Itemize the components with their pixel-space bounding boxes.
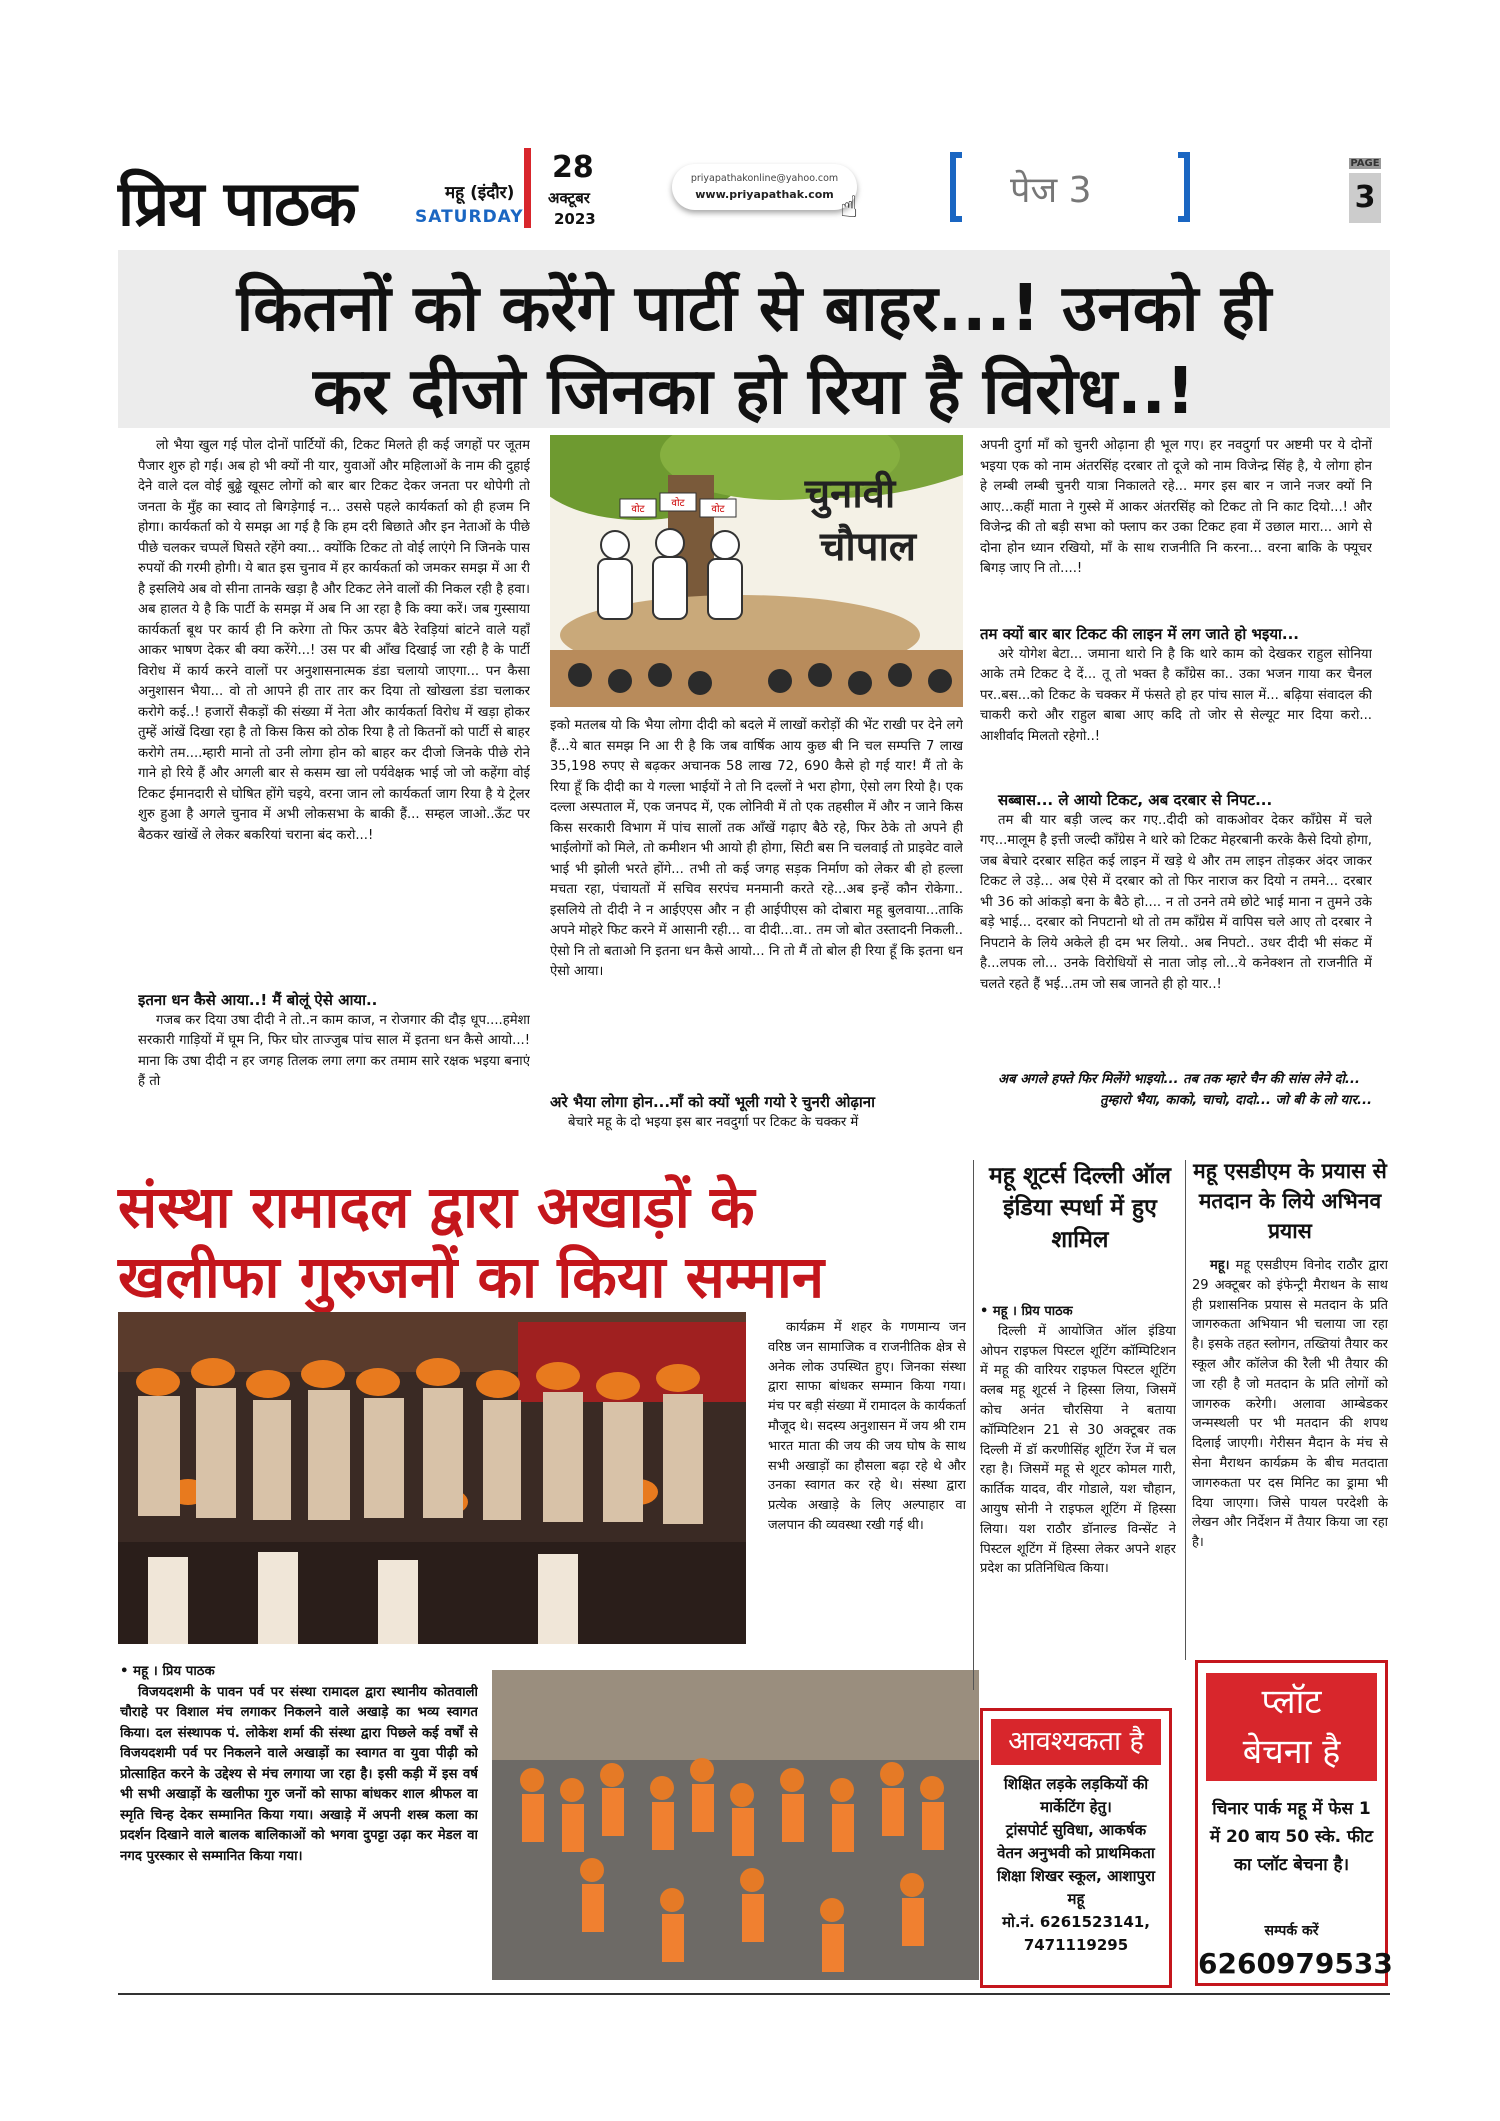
article1-column-1-lower (138, 988, 530, 1138)
edition-location: महू (इंदौर) (445, 183, 515, 203)
plot-ad-title-line-1: प्लॉट (1261, 1682, 1322, 1722)
contact-pill[interactable] (672, 164, 857, 210)
article1-col2-para2: बेचारे महू के दो भइया इस बार नवदुर्गा पर टिकट के चक्कर में (568, 1114, 859, 1130)
article1-col3-para1: अपनी दुर्गा माँ को चुनरी ओढ़ाना ही भूल गए। हर नवदुर्गा पर अष्टमी पर ये दोनों भइया एक को नाम अंतरसिंह दरबार तो दूजे को नाम विजेन्द्र सिंह है, ये लोगा होन हे लम्बी लम्बी चुनरी यात्रा निकालते रहे... मगर इस बार न जाने नजर क्यों नि आए...कहीं माता ने गुस्से में आकर अंतरसिंह को टिकट तो नि काट दियो...! और विजेन्द्र की तो बड़ी सभा को फ्लाप कर उका टिकट हवा में उछाल मारा... आगे से दोना होन ध्यान रखियो, माँ के साथ राजनीति नि करना... वरना बाकि के फ्यूचर बिगड़ जाए नि तो....! (980, 438, 1372, 576)
article4-body: महू एसडीएम विनोद राठौर द्वारा 29 अक्टूबर को इंफेन्ट्री मैराथन के साथ ही प्रशासनिक प्रयास से मतदान के प्रति जागरुकता अभियान भी चलाया जा रहा है। इसके तहत स्लोगन, तख्तियां तैयार कर स्कूल और कॉलेज की रैली भी तैयार की जा रही है जो मतदान के प्रति लोगों को जागरुक करेगी। अलावा आम्बेडकर जन्मस्थली पर भी मतदान की शपथ दिलाई जाएगी। गेरीसन मैदान के मंच से सेना मैराथन कार्यक्रम के बीच मतदाता जागरुकता पर दस मिनिट का ड्रामा भी दिया जाएगा। जिसे पायल परदेशी के लेखन और निर्देशन में तैयार किया जा रहा है। (1192, 1258, 1388, 1551)
article2-body-column (120, 1662, 478, 1992)
article4-headline: महू एसडीएम के प्रयास से मतदान के लिये अभिनव प्रयास (1193, 1159, 1387, 1243)
cartoon-sign-3: वोट (711, 504, 725, 515)
article1-column-3 (980, 436, 1372, 622)
article1-closing (980, 1070, 1372, 1140)
article2-photo-stage (118, 1312, 746, 1644)
pointing-hand-icon: ☝ (840, 190, 859, 225)
job-ad-title: आवश्यकता है (991, 1719, 1161, 1765)
article2-headline-line-2: खलीफा गुरुजनों का किया सम्मान (118, 1243, 825, 1311)
article3-headline: महू शूटर्स दिल्ली ऑल इंडिया स्पर्धा में हुए शामिल (989, 1163, 1171, 1253)
article1-col3-subhead-1: तम क्यों बार बार टिकट की लाइन में लग जाते हो भइया... (980, 625, 1300, 643)
article1-column-3-mid (980, 622, 1372, 786)
left-bracket (950, 152, 962, 222)
article4-dateline: महू। (1210, 1258, 1230, 1273)
article1-column-2-lower (550, 1090, 963, 1138)
page-number: 3 (1349, 173, 1381, 223)
article2-side-text: कार्यक्रम में शहर के गणमान्य जन वरिष्ठ जन सामाजिक व राजनीतिक क्षेत्र से अनेक लोक उपस्थित हुए। जिनका संस्था द्वारा साफा बांधकर सम्मान किया गया। मंच पर बड़ी संख्या में रामादल के कार्यकर्ता मौजूद थे। सदस्य अनुशासन में जय श्री राम भारत माता की जय की जय घोष के साथ सभी अखाड़ों का हौसला बढ़ा रहे थे और उनका स्वागत कर रहे थे। संस्था द्वारा प्रत्येक अखाड़े के लिए अल्पाहार वा जलपान की व्यवस्था रखी गई थी। (768, 1320, 966, 1533)
headline-line-2: कर दीजो जिनका हो रिया है विरोध..! (312, 355, 1196, 429)
article1-col1-para1: लो भैया खुल गई पोल दोनों पार्टियों की, टिकट मिलते ही कई जगहों पर जूतम पैजार शुरु हो गई। अब हो भी क्यों नी यार, युवाओं और महिलाओं के नाम की दुहाई देने वाले दल वोई बुढ्ढे खूसट लोगों को बार बार टिकट देकर जनता पर थोपेगी तो जनता के मुँह का स्वाद तो बिगड़ेगाई न... उससे पहले कार्यकर्ता को ही हजम नि होगा। कार्यकर्ता को ये समझ आ गई है कि हम दरी बिछाते और इन नेताओं के पीछे पीछे चलकर चप्पलें घिसते रहेंगे क्या... क्योंकि टिकट तो वोई लाएंगे नि जिनके पास रुपयों की गरमी होगी। ये बात इस चुनाव में हर कार्यकर्ता को जमकर समझ में आ री है इसलिये अब वो सीना तानके खड़ा है और टिकट लेने वालों की निकल रही है हवा। अब हालत ये है कि पार्टी के समझ में अब नि आ रहा है कि क्या करें। जब गुस्साया कार्यकर्ता बूथ पर कार्य ही नि करेगा तो फिर ऊपर बैठे रेवड़ियां बांटने वाले यहाँ आकर भाषण देकर बी क्या करेंगे...! उस पर बी आँख दिखाई जा रही है के पार्टी विरोध में कार्य करने वालों पर अनुशासनात्मक डंडा चलायो जाएगा... पन कैसा अनुशासन भैया... वो तो आपने ही तार तार कर दिया तो खोखला डंडा चलाकर करोगे कई..! हजारों सैकड़ों की संख्या में नेता और कार्यकर्ता विरोध में खड़ा होकर तुम्हें आंखें दिखा रहा है तो किस किस को ठोक रिया है तो कितनों को पार्टी से बाहर करोगे तम....म्हारी मानो तो उनी लोगा होन को बाहर कर दीजो जिनके पीछे रोने गाने हो रिये हैं और अगली बार से कसम खा लो पर्यवेक्षक भाई जो जो कहेंगा वोई टिकट ईमानदारी से घोषित होंगे चइये, वरना जान लो कार्यकर्ता जाग रिया है ये ट्रेलर शुरु हुआ है अगले चुनाव में अभी लोकसभा के बाकी हैं... सम्हल जाओ..ऊँट पर बैठकर खांखें ले लेकर बकरियां चराना बंद करो...! (138, 438, 530, 843)
plot-ad-title-line-2: बेचना है (1242, 1732, 1341, 1772)
article1-closing-line-1: अब अगले हफ्ते फिर मिलेंगे भाइयो... तब तक म्हारे चैन की सांस लेने दो... (998, 1072, 1360, 1087)
contact-email[interactable]: priyapathakonline@yahoo.com (690, 173, 839, 184)
cartoon-sign-2: वोट (671, 498, 685, 509)
plot-ad-contact-label: सम्पर्क करें (1264, 1923, 1319, 1939)
edition-day: SATURDAY (415, 207, 524, 227)
article1-column-3-lower (980, 788, 1372, 1070)
article1-column-1 (138, 436, 530, 986)
right-bracket (1178, 152, 1190, 222)
page-tag: PAGE (1350, 158, 1380, 169)
newspaper-logo: प्रिय पाठक (118, 167, 356, 240)
job-ad-body (991, 1773, 1161, 1957)
date-year: 2023 (554, 210, 596, 228)
article1-col2-para1: इको मतलब यो कि भैया लोगा दीदी को बदले में लाखों करोड़ों की भेंट राखी पर देने लगे हैं...ये बात समझ नि आ री है कि जब वार्षिक आय कुछ बी नि चल सम्पत्ति 7 लाख 35,198 रुपए से बढ़कर अचानक 58 लाख 72, 690 कैसे हो गई यार! मैं तो के रिया हूँ कि दीदी का ये गल्ला भाईयों ने तो नि दल्लों ने भरा होगा, ऐसो लग रियो है। एक दल्ला अस्पताल में, एक जनपद में, एक लोनिवी में तो एक तहसील में और न जाने किस किस सरकारी विभाग में पांच सालों तक आँखें गढ़ाए बैठे रहे, फिर ठेके तो अपने ही भाईलोगों को मिले, तो कमीशन भी आयो ही होगा, सिटी बस नि चलवाई तो प्राइवेट वाले भाई भी झोली भरते होंगे... तभी तो कई जगह सड़क निर्माण को लेकर बी हो हल्ला मचता रहा, पंचायतों में सचिव सरपंच मनमानी करते रहे...अब इन्हें कौन रोकेगा.. इसलिये तो दीदी ने न आईएएस और न ही आईपीएस को दोबारा महू बुलवाया...ताकि अपने मोहरे फिट करने में आसानी रही... वा दीदी...वा.. तम जो बोत उस्तादनी निकली.. ऐसो नि तो बताओ नि इतना धन कैसे आयो... नि तो मैं तो बोल ही रिया हूँ कि इतना धन ऐसो आया। (550, 718, 963, 979)
job-ad-box (980, 1708, 1172, 1988)
akhada-photo-drawing (492, 1670, 979, 1980)
article3-column (980, 1300, 1176, 1692)
article1-closing-line-2: तुम्हारो भैया, काको, चाचो, दादो... जो बी के लो यार... (1099, 1092, 1372, 1108)
plot-ad-box (1195, 1660, 1393, 1986)
article1-col3-para3: तम बी यार बड़ी जल्द कर गए..दीदी को वाकओवर देकर कॉंग्रेस में चले गए...मालूम है इत्ती जल्दी कॉंग्रेस ने थारे को टिकट मेहरबानी करके कैसे दियो होगा, जब बेचारे दरबार सहित कई लाइन में खड़े थे और तम लाइन तोड़कर अंदर जाकर टिकट ले उड़े... अब ऐसे में दरबार को तो फिर नाराज कर दियो न तमने... दरबार भी 36 को आंकड़ो बना के बैठे हो.... न तो उनने तमे छोटे भाई माना न तुमने उके बड़े भाई... दरबार को निपटानो थो तो तम कॉंग्रेस में वापिस चले आए तो दरबार ने निपटाने के लिये अकेले ही दम भर लियो.. अब निपटो.. उधर दीदी भी संकट में है...लपक लो... उनके विरोधियों से नाता जोड़ लो...ये कनेक्शन तो राजनीति में चलते रहते हैं भई...तम जो सब जानते ही हो यार..! (980, 812, 1372, 992)
article3-byline: • महू । प्रिय पाठक (980, 1304, 1073, 1319)
article1-col2-subhead: अरे भैया लोगा होन...माँ को क्यों भूली गयो रे चुनरी ओढ़ाना (550, 1093, 875, 1111)
date-month: अक्टूबर (548, 189, 590, 207)
job-ad-line-3: शिक्षा शिखर स्कूल, आशापुरा महू (996, 1867, 1156, 1908)
article3-body: दिल्ली में आयोजित ऑल इंडिया ओपन राइफल पिस्टल शूटिंग कॉम्पिटिशन में महू की वारियर राइफल पिस्टल शूटिंग क्लब महू शूटर्स ने हिस्सा लिया, जिसमें कोच अनंत चौरसिया ने बताया कॉम्पिटिशन 21 से 30 अक्टूबर तक दिल्ली में डॉ करणीसिंह शूटिंग रेंज में चल रहा है। जिसमें महू से शूटर कोमल गारी, कार्तिक यादव, वीर गोडाले, यश चौहान, आयुष सोनी ने राइफल शूटिंग में हिस्सा लिया। यश राठौर डॉनाल्ड विन्सेंट ने पिस्टल शूटिंग में हिस्सा लेकर अपने शहर प्रदेश का प्रतिनिधित्व किया। (980, 1323, 1176, 1577)
date-day: 28 (552, 150, 594, 185)
column-divider (1185, 1160, 1186, 1660)
article1-col1-subhead: इतना धन कैसे आया..! मैं बोलूं ऐसे आया.. (138, 991, 378, 1009)
cartoon-title-1: चुनावी (804, 471, 896, 517)
job-ad-line-1: शिक्षित लड़के लड़कियों की मार्केटिंग हेतु। (1003, 1775, 1149, 1816)
article4-column (1192, 1256, 1388, 1648)
cartoon-drawing (550, 435, 963, 707)
article1-column-2 (550, 716, 963, 1108)
headline-line-1: कितनों को करेंगे पार्टी से बाहर...! उनको ही (236, 272, 1272, 346)
job-ad-phone-1: मो.नं. 6261523141, (1002, 1913, 1150, 1931)
stage-photo-drawing (118, 1312, 746, 1644)
article2-byline: • महू । प्रिय पाठक (120, 1664, 215, 1679)
job-ad-line-2: ट्रांसपोर्ट सुविधा, आकर्षक वेतन अनुभवी को प्राथमिकता (997, 1821, 1155, 1862)
article2-photo-akhada (492, 1670, 979, 1980)
cartoon-sign-1: वोट (631, 504, 645, 515)
page-label: पेज 3 (1010, 170, 1092, 211)
masthead-divider (524, 148, 531, 228)
job-ad-phone-2: 7471119295 (1023, 1936, 1129, 1954)
contact-website[interactable]: www.priyapathak.com (695, 188, 834, 201)
plot-ad-body: चिनार पार्क महू में फेस 1 में 20 बाय 50 स्के. फीट का प्लॉट बेचना है। (1209, 1799, 1374, 1875)
cartoon-image (550, 435, 963, 707)
article1-col3-para2: अरे योगेश बेटा... जमाना थारो नि है कि थारे काम को देखकर राहुल सोनिया आके तमे टिकट दे दें... तू तो भक्त है कॉंग्रेस का.. उका भजन गाया कर चैनल पर..बस...को टिकट के चक्कर में फंसते हो हर पांच साल में... बढ़िया संवादल की चाकरी करो और राहुल बाबा आए कदि तो जोर से सेल्यूट मार दिया करो... आशीर्वाद मिलतो रहेगो..! (980, 646, 1372, 744)
article1-col3-subhead-2: सब्बास... ले आयो टिकट, अब दरबार से निपट... (998, 791, 1273, 809)
plot-ad-phone: 6260979533 (1198, 1947, 1393, 1980)
article2-body: विजयदशमी के पावन पर्व पर संस्था रामादल द्वारा स्थानीय कोतवाली चौराहे पर विशाल मंच लगाकर निकलने वाले अखाड़े का भव्य स्वागत किया। दल संस्थापक पं. लोकेश शर्मा की संस्था द्वारा पिछले कई वर्षों से विजयदशमी पर्व पर निकलने वाले अखाड़ों का स्वागत वा युवा पीढ़ी को प्रोत्साहित करने के उद्देश्य से मंच लगाया जा रहा है। इसी कड़ी में इस वर्ष भी सभी अखाड़ों के खलीफा गुरु जनों को साफा बांधकर शाल श्रीफल वा स्मृति चिन्ह देकर सम्मानित किया गया। अखाड़े में अपनी शस्त्र कला का प्रदर्शन दिखाने वाले बालक बालिकाओं को भगवा दुपट्टा उढ़ा कर मेडल वा नगद पुरस्कार से सम्मानित किया गया। (120, 1684, 478, 1864)
article2-headline-line-1: संस्था रामादल द्वारा अखाड़ों के (118, 1173, 755, 1241)
article1-col1-para2: गजब कर दिया उषा दीदी ने तो..न काम काज, न रोजगार की दौड़ धूप....हमेशा सरकारी गाड़ियों में घूम नि, फिर घोर ताज्जुब पांच साल में इतना धन कैसे आयो...! माना कि उषा दीदी न हर जगह तिलक लगा लगा कर तमाम सारे रक्षक भइया बनाएं हैं तो (138, 1012, 530, 1089)
bottom-rule (118, 1993, 1390, 1995)
article2-side-column (768, 1318, 966, 1648)
plot-ad-title (1206, 1673, 1377, 1781)
cartoon-title-2: चौपाल (820, 524, 916, 570)
column-divider (973, 1160, 974, 1690)
